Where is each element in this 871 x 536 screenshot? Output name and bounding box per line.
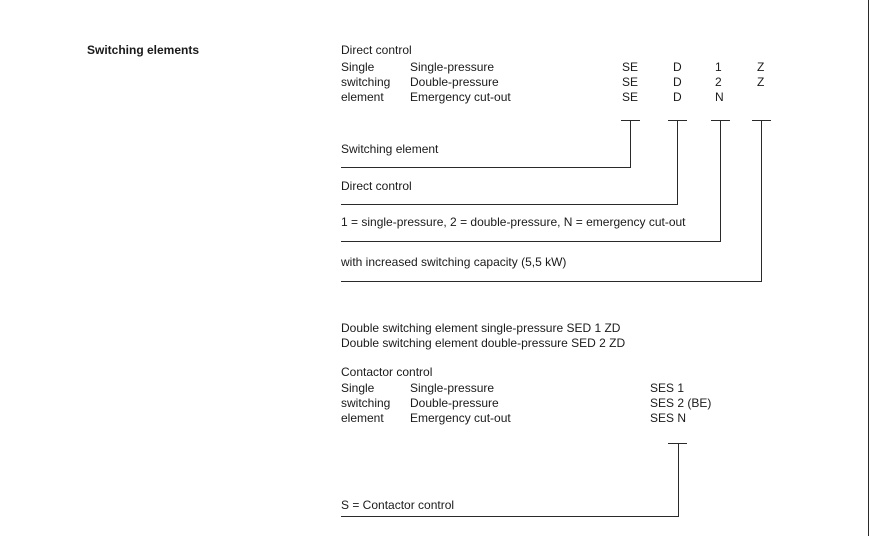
contactor-row-2-code: SES 2 (BE) (650, 396, 712, 410)
direct-row-1-code-d: D (673, 60, 682, 74)
page-right-border (868, 0, 869, 536)
direct-row-3-col1: element (341, 90, 384, 104)
contactor-row-3-code: SES N (650, 411, 687, 425)
connector-contactor (678, 443, 679, 516)
contactor-control-heading: Contactor control (341, 365, 433, 379)
direct-row-1-col2: Single-pressure (410, 60, 495, 74)
direct-control-heading: Direct control (341, 43, 412, 57)
legend-line-3 (341, 241, 721, 242)
connector-se (630, 120, 631, 168)
double-element-double: Double switching element double-pressure SED 2 ZD (341, 336, 626, 350)
legend-line-2 (341, 204, 678, 205)
direct-row-3-code-se: SE (622, 90, 639, 104)
contactor-row-2-col2: Double-pressure (410, 396, 499, 410)
direct-row-2-code-num: 2 (715, 75, 722, 89)
direct-row-2-col1: switching (341, 75, 391, 89)
contactor-legend-line (341, 516, 679, 517)
double-element-single: Double switching element single-pressure SED 1 ZD (341, 321, 621, 335)
contactor-legend: S = Contactor control (341, 498, 455, 512)
legend-switching-element: Switching element (341, 142, 439, 156)
contactor-row-1-col1: Single (341, 381, 375, 395)
section-title: Switching elements (87, 43, 200, 57)
direct-row-2-code-se: SE (622, 75, 639, 89)
connector-num (720, 120, 721, 242)
contactor-row-2-col1: switching (341, 396, 391, 410)
direct-row-1-code-z: Z (757, 60, 765, 74)
direct-row-1-code-se: SE (622, 60, 639, 74)
legend-line-4 (341, 281, 762, 282)
contactor-row-3-col2: Emergency cut-out (410, 411, 511, 425)
contactor-row-1-code: SES 1 (650, 381, 685, 395)
legend-capacity: with increased switching capacity (5,5 kW) (341, 255, 567, 269)
contactor-row-3-col1: element (341, 411, 384, 425)
direct-row-2-col2: Double-pressure (410, 75, 499, 89)
contactor-row-1-col2: Single-pressure (410, 381, 495, 395)
legend-direct-control: Direct control (341, 179, 412, 193)
direct-row-3-code-d: D (673, 90, 682, 104)
direct-row-3-col2: Emergency cut-out (410, 90, 511, 104)
direct-row-1-code-num: 1 (715, 60, 722, 74)
connector-d (677, 120, 678, 205)
legend-pressure-codes: 1 = single-pressure, 2 = double-pressure, N = emergency cut-out (341, 215, 686, 229)
direct-row-1-col1: Single (341, 60, 375, 74)
connector-z (761, 120, 762, 282)
legend-line-1 (341, 167, 631, 168)
direct-row-2-code-z: Z (757, 75, 765, 89)
direct-row-3-code-num: N (715, 90, 724, 104)
direct-row-2-code-d: D (673, 75, 682, 89)
